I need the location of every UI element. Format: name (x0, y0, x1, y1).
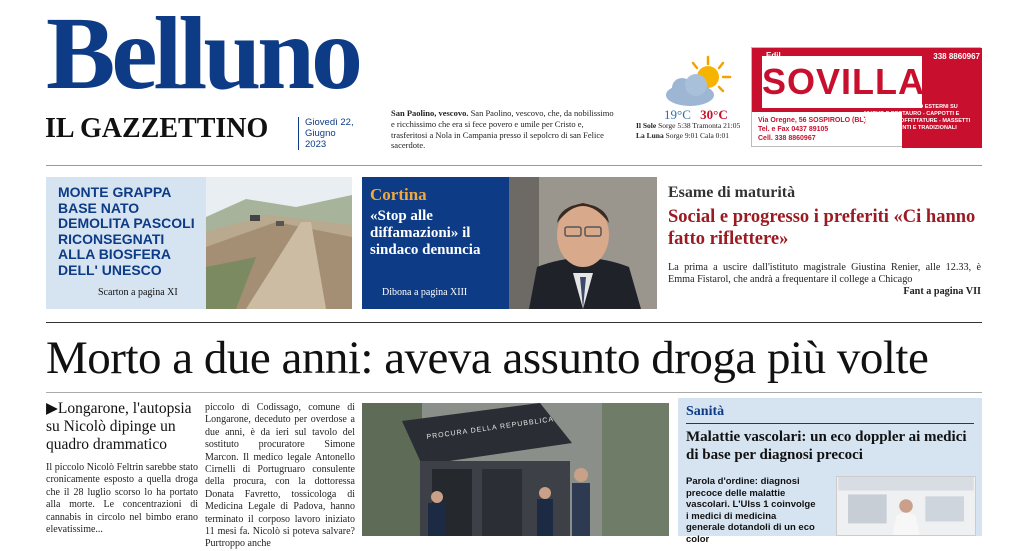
issue-month-year: Giugno 2023 (305, 128, 336, 150)
story-sanita[interactable] (678, 398, 982, 545)
mayor-portrait-photo (509, 177, 657, 309)
saint-title: San Paolino, vescovo. (391, 108, 469, 118)
saint-text: San Paolino, vescovo, che, da nobilissimo e ricchissimo che era si fece povero e umile per Cristo e, trasferitosi a Nola in Campania presso il sepolcro di san Felice sacerdote. (391, 108, 614, 151)
ad-brand-name: SOVILLA (762, 56, 922, 108)
sun-text: Sorge 5:38 Tramonta 21:05 (658, 121, 741, 130)
health-body: Parola d'ordine: diagnosi precoce delle malattie vascolari. L'Ulss 1 coinvolge i medici di medicina generale dotandoli di un eco color (686, 476, 816, 545)
moon-times (636, 131, 756, 140)
section-divider (46, 322, 982, 323)
story2-kicker: Cortina (370, 185, 427, 204)
saint-of-the-day (391, 108, 616, 151)
story-monte-grappa[interactable] (46, 177, 352, 309)
ad-phone-top: 338 8860967 (933, 52, 980, 61)
temp-max: 30°C (700, 107, 728, 122)
doctor-photo (836, 476, 976, 536)
advertisement[interactable] (751, 47, 981, 147)
main-headline[interactable]: Morto a due anni: aveva assunto droga più volte (46, 332, 929, 384)
story3-credit: Fant a pagina VII (903, 286, 981, 297)
ad-address: Via Oregne, 56 SOSPIROLO (BL) (758, 117, 867, 124)
story2-headline: «Stop alle diffamazioni» il sindaco denuncia (370, 208, 481, 258)
main-story-column-1: Il piccolo Nicolò Feltrin sarebbe stato cronicamente esposto a quella droga che il 28 luglio scorso lo ha portato alla morte. Le concentrazioni di cannabis in circolo nel bimbo erano elevatissime... (46, 462, 198, 536)
newspaper-subtitle: IL GAZZETTINO (45, 113, 269, 144)
health-divider (686, 423, 974, 424)
moon-text: Sorge 9:01 Cala 0:01 (665, 131, 730, 140)
main-story-column-2: piccolo di Codissago, comune di Longarone, deceduto per overdose a due anni, è da ieri sul tavolo del sostituto procuratore Simone Marcon. Il medico legale Antonello Cirnelli di Portugruaro consulente della procura, con la dottoressa Donata Favretto, tossicologa di Medicina Legale di Padova, hanno terminato il corposo lavoro iniziato 11 mesi fa. Nicolò si poteva salvare? Purtroppo anche (205, 402, 355, 550)
story3-kicker: Esame di maturità (668, 184, 796, 201)
story-cortina[interactable] (362, 177, 509, 309)
newspaper-title: Belluno (46, 0, 359, 111)
sun-label: Il Sole (636, 121, 657, 130)
sun-cloud-icon (660, 55, 740, 111)
moon-label: La Luna (636, 131, 664, 140)
masthead-divider (46, 165, 982, 166)
mountain-road-photo (206, 177, 352, 309)
issue-date (298, 117, 358, 150)
headline-divider (46, 392, 982, 393)
main-sub-headline: ▶Longarone, l'autopsia su Nicolò dipinge un quadro drammatico (46, 400, 192, 453)
issue-day: Giovedì 22, (305, 117, 354, 128)
story1-credit: Scarton a pagina XI (98, 287, 178, 298)
story3-headline[interactable]: Social e progresso i preferiti «Ci hanno fatto riflettere» (668, 207, 976, 249)
story3-text: La prima a uscire dall'istituto magistrale Giustina Renier, alle 12.33, è Emma Fistarol, che andrà a frequentare il college a Chicago (668, 262, 981, 285)
story3-body (668, 262, 981, 298)
ad-services: INTONACI INTERNI ED ESTERNI SU NUOVO E RESTAURO - CAPPOTTI E RIFINITURE SOFFITTATURE - MASSETTI AUTOLIVELLANTI E TRADIZIONALI (864, 104, 971, 131)
health-kicker: Sanità (686, 404, 725, 419)
ad-cell: Cell. 338 8860967 (758, 135, 816, 142)
temp-min: 19°C (664, 107, 691, 122)
story2-credit: Dibona a pagina XIII (382, 287, 468, 298)
ad-contacts (758, 116, 878, 143)
ad-tel: Tel. e Fax 0437 89105 (758, 126, 829, 133)
photo-building-sign: PROCURA DELLA REPUBBLICA (426, 416, 555, 442)
health-headline: Malattie vascolari: un eco doppler ai medici di base per diagnosi precoci (686, 429, 967, 463)
story1-headline: MONTE GRAPPA BASE NATO DEMOLITA PASCOLI RICONSEGNATI ALLA BIOSFERA DELL' UNESCO (58, 184, 195, 278)
prosecutor-office-photo (362, 403, 669, 536)
sun-times (636, 121, 756, 130)
